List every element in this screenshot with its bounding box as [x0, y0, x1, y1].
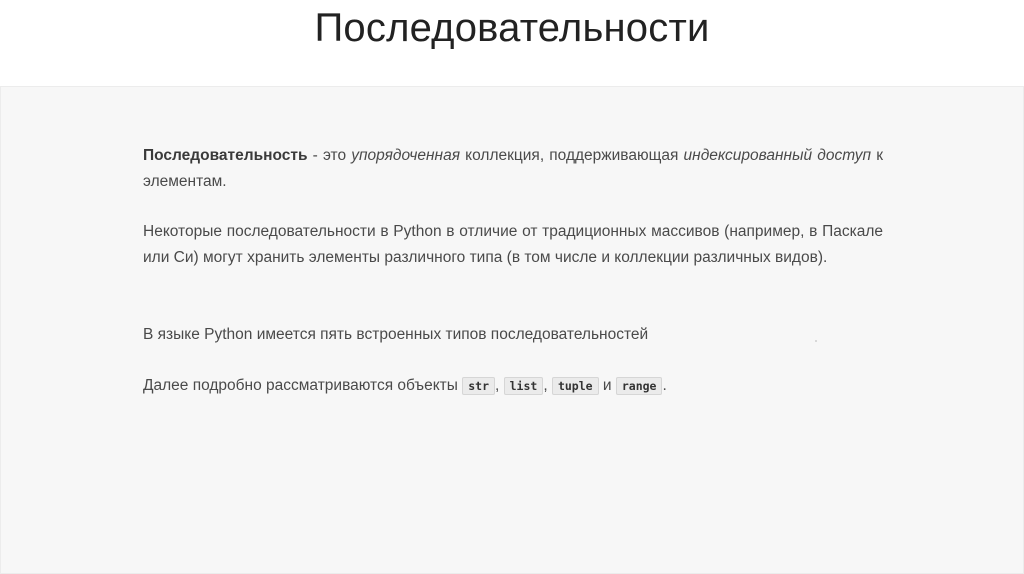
collection-text: коллекция, поддерживающая	[460, 147, 684, 164]
python-sequences-paragraph: Некоторые последовательности в Python в отличие от традиционных массивов (например, в Паскале или Си) могут хранить элементы различного типа (в том числе и коллекции различных видов).	[143, 223, 883, 266]
term-sequence: Последовательность	[143, 147, 308, 164]
code-range: range	[616, 377, 663, 395]
objects-lead: Далее подробно рассматриваются объекты	[143, 377, 463, 394]
code-str: str	[462, 377, 495, 395]
definition-end: к элементам.	[143, 147, 883, 190]
slide-title: Последовательности	[314, 6, 710, 50]
builtin-types-paragraph: В языке Python имеется пять встроенных типов последовательностей	[143, 326, 649, 343]
stray-dot	[815, 340, 817, 342]
objects-paragraph	[143, 373, 883, 399]
comma-2: ,	[543, 377, 552, 394]
definition-paragraph	[143, 143, 883, 195]
comma-1: ,	[495, 377, 504, 394]
code-list: list	[504, 377, 544, 395]
and-word: и	[598, 377, 616, 394]
code-tuple: tuple	[552, 377, 599, 395]
period: .	[662, 377, 667, 394]
dash-text: - это	[307, 147, 352, 164]
ordered-word: упорядоченная	[351, 147, 460, 164]
indexed-access-phrase: индексированный доступ	[683, 147, 872, 164]
